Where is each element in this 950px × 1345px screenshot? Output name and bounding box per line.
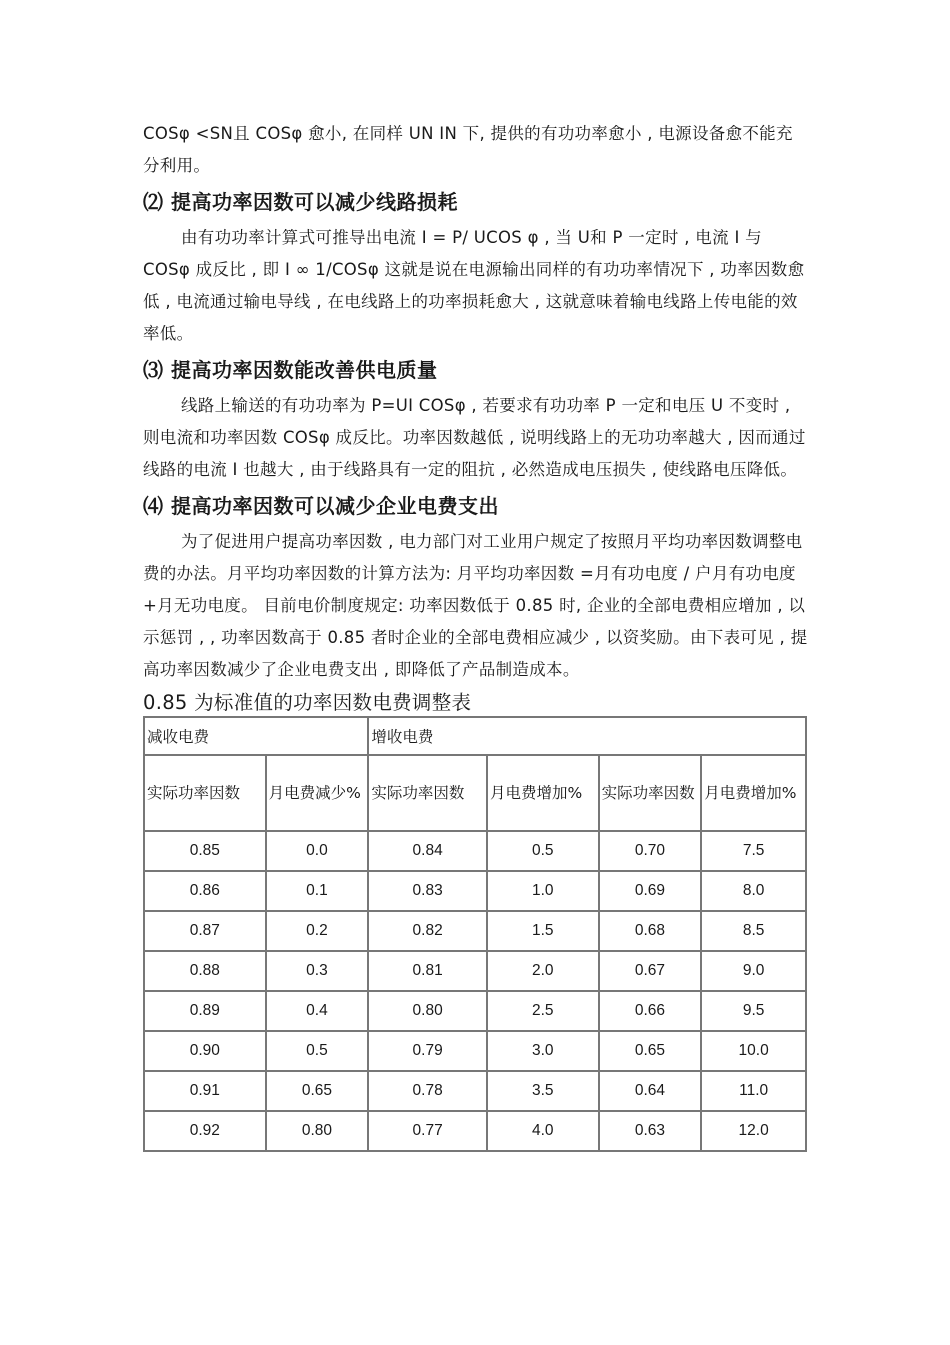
table-cell: 0.80 — [266, 1111, 369, 1151]
table-cell: 0.64 — [599, 1071, 702, 1111]
col-header: 实际功率因数 — [144, 755, 266, 831]
table-cell: 2.0 — [487, 951, 599, 991]
table-cell: 0.79 — [368, 1031, 487, 1071]
paragraph-power-quality: 线路上输送的有功功率为 P=UI COSφ , 若要求有功功率 P 一定和电压 U 不变时 , 则电流和功率因数 COSφ 成反比。功率因数越低 , 说明线路上的无功功率越大 , 因而通过线路的电流 I 也越大 , 由于线路具有一定的阻抗 , 必然造成电压损失 , 使线路电压降低。 — [143, 396, 806, 479]
table-cell: 0.92 — [144, 1111, 266, 1151]
table-cell: 0.5 — [487, 831, 599, 871]
col-header: 月电费增加% — [701, 755, 806, 831]
table-cell: 0.86 — [144, 871, 266, 911]
table-column-header — [144, 755, 806, 831]
table-cell: 0.2 — [266, 911, 369, 951]
table-cell: 0.67 — [599, 951, 702, 991]
table-row — [144, 831, 806, 871]
table-row — [144, 1071, 806, 1111]
table-cell: 9.5 — [701, 991, 806, 1031]
table-cell: 0.80 — [368, 991, 487, 1031]
table-cell: 1.0 — [487, 871, 599, 911]
table-cell: 0.1 — [266, 871, 369, 911]
table-cell: 0.88 — [144, 951, 266, 991]
table-cell: 0.77 — [368, 1111, 487, 1151]
table-group-header — [144, 717, 806, 755]
table-cell: 0.63 — [599, 1111, 702, 1151]
table-row — [144, 1111, 806, 1151]
heading-reduce-line-loss: ⑵ 提高功率因数可以减少线路损耗 — [143, 190, 458, 214]
table-cell: 3.5 — [487, 1071, 599, 1111]
table-cell: 2.5 — [487, 991, 599, 1031]
table-cell: 0.78 — [368, 1071, 487, 1111]
paragraph-fees: 为了促进用户提高功率因数 , 电力部门对工业用户规定了按照月平均功率因数调整电费的办法。月平均功率因数的计算方法为: 月平均功率因数 =月有功电度 / 户月有功电度 +月无功电度。 目前电价制度规定: 功率因数低于 0.85 时, 企业的全部电费相应增加 , 以示惩罚 , , 功率因数高于 0.85 者时企业的全部电费相应减少 , 以资奖励。由下表可见 , 提高功率因数减少了企业电费支出 , 即降低了产品制造成本。 — [143, 532, 808, 679]
table-cell: 0.70 — [599, 831, 702, 871]
document-page — [143, 118, 808, 1152]
group-increase-header: 增收电费 — [368, 717, 806, 755]
table-cell: 11.0 — [701, 1071, 806, 1111]
table-cell: 7.5 — [701, 831, 806, 871]
table-cell: 0.66 — [599, 991, 702, 1031]
power-factor-fee-table — [143, 716, 807, 1152]
table-cell: 0.65 — [599, 1031, 702, 1071]
table-cell: 0.0 — [266, 831, 369, 871]
table-cell: 0.4 — [266, 991, 369, 1031]
table-row — [144, 911, 806, 951]
table-row — [144, 991, 806, 1031]
table-cell: 0.85 — [144, 831, 266, 871]
table-cell: 0.69 — [599, 871, 702, 911]
col-header: 月电费增加% — [487, 755, 599, 831]
col-header: 实际功率因数 — [599, 755, 702, 831]
table-cell: 0.68 — [599, 911, 702, 951]
col-header: 月电费减少% — [266, 755, 369, 831]
table-cell: 0.5 — [266, 1031, 369, 1071]
table-cell: 0.3 — [266, 951, 369, 991]
heading-power-quality: ⑶ 提高功率因数能改善供电质量 — [143, 358, 438, 382]
table-row — [144, 871, 806, 911]
table-cell: 12.0 — [701, 1111, 806, 1151]
table-row — [144, 951, 806, 991]
heading-reduce-fees: ⑷ 提高功率因数可以减少企业电费支出 — [143, 494, 499, 518]
table-cell: 0.84 — [368, 831, 487, 871]
table-cell: 0.89 — [144, 991, 266, 1031]
col-header: 实际功率因数 — [368, 755, 487, 831]
table-cell: 0.81 — [368, 951, 487, 991]
table-cell: 0.90 — [144, 1031, 266, 1071]
table-cell: 8.5 — [701, 911, 806, 951]
table-cell: 0.65 — [266, 1071, 369, 1111]
paragraph-cos-intro: COSφ <SN且 COSφ 愈小, 在同样 UN IN 下, 提供的有功功率愈小 , 电源设备愈不能充分利用。 — [143, 124, 793, 175]
table-cell: 1.5 — [487, 911, 599, 951]
table-cell: 0.83 — [368, 871, 487, 911]
paragraph-line-loss: 由有功功率计算式可推导出电流 I = P/ UCOS φ , 当 U和 P 一定时 , 电流 I 与 COSφ 成反比 , 即 I ∞ 1/COSφ 这就是说在电源输出同样的有功功率情况下 , 功率因数愈低 , 电流通过输电导线 , 在电线路上的功率损耗愈大 , 这就意味着输电线路上传电能的效率低。 — [143, 228, 805, 343]
table-cell: 3.0 — [487, 1031, 599, 1071]
table-cell: 0.87 — [144, 911, 266, 951]
group-reduce-header: 减收电费 — [144, 717, 368, 755]
table-cell: 4.0 — [487, 1111, 599, 1151]
table-cell: 0.91 — [144, 1071, 266, 1111]
table-cell: 0.82 — [368, 911, 487, 951]
table-caption: 0.85 为标准值的功率因数电费调整表 — [143, 691, 472, 714]
table-cell: 10.0 — [701, 1031, 806, 1071]
table-cell: 9.0 — [701, 951, 806, 991]
table-row — [144, 1031, 806, 1071]
table-cell: 8.0 — [701, 871, 806, 911]
